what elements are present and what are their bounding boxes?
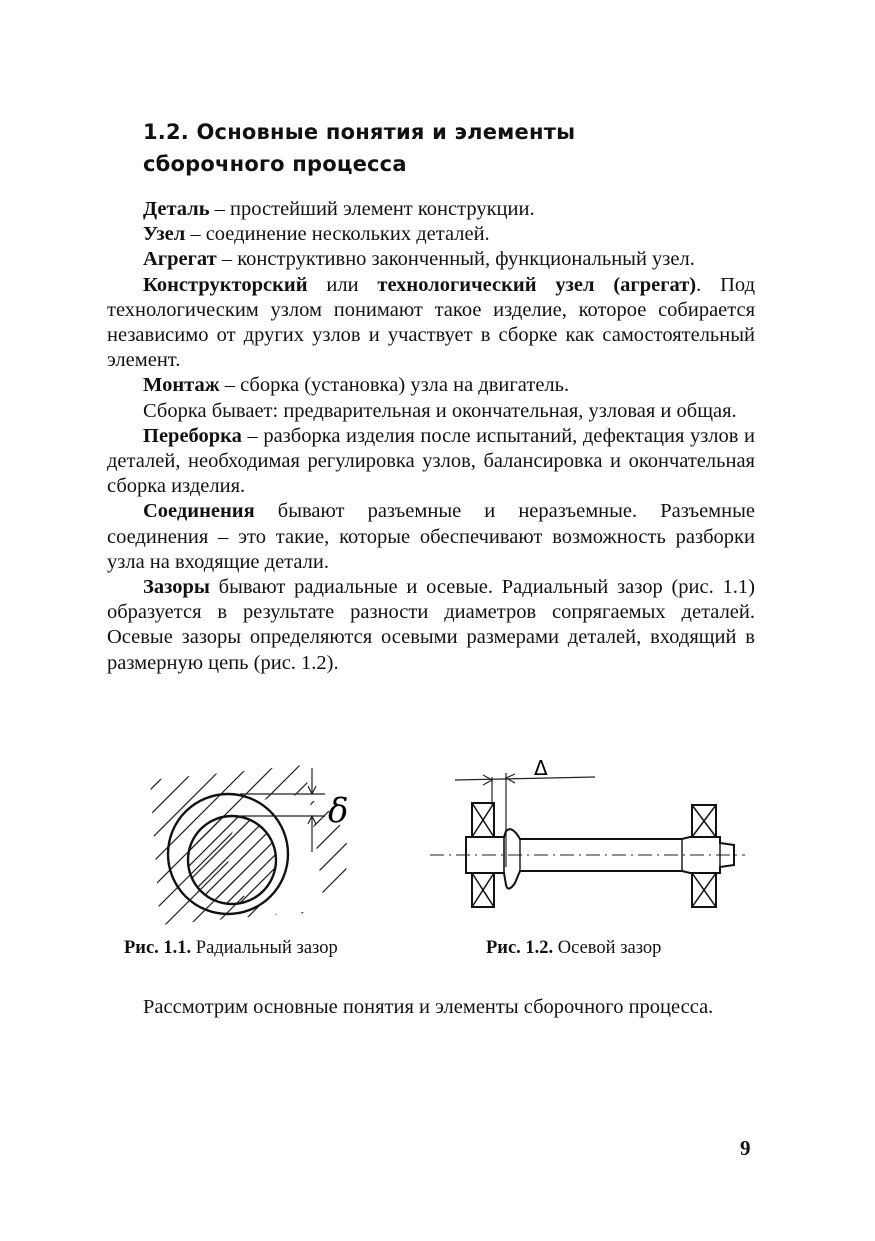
- connector: или: [307, 273, 378, 296]
- term: Зазоры: [143, 576, 210, 599]
- body-text: [107, 197, 755, 676]
- heading-line-2: сборочного процесса: [143, 152, 407, 176]
- term: Переборка: [143, 424, 242, 447]
- figure-1-1-label: Рис. 1.1.: [124, 938, 192, 958]
- closing-paragraph: [107, 995, 755, 1020]
- definition: – конструктивно законченный, функциональный узел.: [216, 248, 695, 271]
- term-2: технологический узел (агрегат): [377, 273, 697, 296]
- definition: бывают радиальные и осевые. Радиальный зазор (рис. 1.1) образуется в результате разности диаметров сопрягаемых деталей. Осевые зазоры определяются осевыми размерами деталей, входящий в размерную цепь (рис. 1.2).: [107, 576, 755, 674]
- figure-radial-gap: [140, 760, 380, 930]
- paragraph-joints: [107, 499, 755, 575]
- section-heading: [143, 116, 763, 180]
- axial-gap-symbol: Δ: [534, 756, 548, 780]
- definition: – разборка изделия после испытаний, дефектация узлов и деталей, необходимая регулировка узлов, балансировка и окончательная сборка изделия.: [107, 424, 755, 498]
- definition: – соединение нескольких деталей.: [185, 223, 490, 246]
- heading-line-1: 1.2. Основные понятия и элементы: [143, 120, 576, 144]
- figure-1-2-label: Рис. 1.2.: [486, 938, 554, 958]
- paragraph-detail: [107, 197, 755, 222]
- definition: бывают разъемные и неразъемные. Разъемные соединения – это такие, которые обеспечивают возможность разборки узла на входящие детали.: [107, 500, 755, 573]
- closing-text: Рассмотрим основные понятия и элементы сборочного процесса.: [143, 996, 714, 1018]
- term: Агрегат: [143, 248, 217, 271]
- page-number: 9: [740, 1136, 751, 1160]
- paragraph-mounting: [107, 373, 755, 398]
- term: Монтаж: [143, 374, 220, 397]
- figure-1-1-text: Радиальный зазор: [191, 938, 338, 958]
- definition: Сборка бывает: предварительная и окончательная, узловая и общая.: [143, 399, 737, 422]
- paragraph-assembly-types: [107, 399, 755, 424]
- paragraph-gaps: [107, 575, 755, 676]
- term: Деталь: [143, 198, 210, 220]
- definition: – сборка (установка) узла на двигатель.: [219, 374, 570, 397]
- term: Конструкторский: [143, 273, 308, 296]
- paragraph-aggregate: [107, 247, 755, 272]
- paragraph-rework: [107, 424, 755, 500]
- figure-1-2-caption: [486, 938, 661, 959]
- figure-1-2-text: Осевой зазор: [553, 938, 662, 958]
- term: Узел: [143, 223, 186, 246]
- paragraph-unit: [107, 222, 755, 247]
- radial-gap-symbol: δ: [328, 791, 349, 831]
- figure-axial-gap: [420, 755, 750, 915]
- definition: – простейший элемент конструкции.: [209, 198, 535, 220]
- paragraph-assembly-unit: [107, 273, 755, 374]
- term: Соединения: [143, 500, 255, 523]
- definition: . Под технологическим узлом понимают такое изделие, которое собирается независимо от других узлов и участвует в сборке как самостоятельный элемент.: [107, 273, 756, 372]
- inner-shaft-circle: [188, 816, 276, 904]
- figure-1-1-caption: [124, 938, 338, 959]
